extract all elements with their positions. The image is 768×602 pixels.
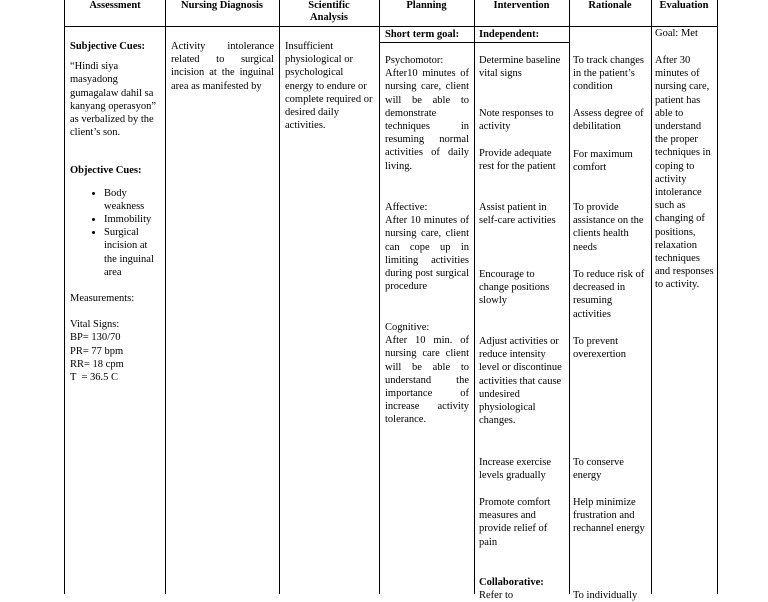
objective-cues-title: Objective Cues: [70,165,142,177]
subjective-cues-title: Subjective Cues: [70,41,145,52]
rationale-item-cut: To individually [573,590,638,601]
vital-sign: BP= 130/70 [70,332,121,344]
objective-cue-item: • Body weakness [104,187,158,213]
intervention-item: Note responses to activity [479,108,554,133]
vital-signs-title: Vital Signs: [70,319,120,331]
intervention-item: Increase exercise levels gradually [479,457,551,482]
subjective-cues-text: “Hindi siya masyadong gumagalaw dahil sa kanyang operasyon” as verbalized by the client’s son. [70,61,157,139]
intervention-item: Adjust activities or reduce intensity level or discontinue activities that cause undesired physiological changes. [479,336,562,427]
rationale-item: For maximum comfort [573,149,633,174]
intervention-item: Promote comfort measures and provide relief of pain [479,497,551,548]
rationale-item: Assess degree of debilitation [573,108,644,133]
measurements-label: Measurements: [70,293,135,305]
header-rationale: Rationale [588,0,632,11]
rationale-item: To prevent overexertion [573,336,627,361]
scientific-analysis-text: Insufficient physiological or psychological energy to endure or complete required or desired daily activities. [285,41,373,132]
header-intervention: Intervention [493,0,550,11]
intervention-item: Determine baseline vital signs [479,55,561,80]
header-planning: Planning [406,0,447,11]
header-evaluation: Evaluation [659,0,709,11]
header-nursing-diagnosis: Nursing Diagnosis [181,0,263,11]
header-assessment: Assessment [89,0,141,11]
intervention-item: Encourage to change positions slowly [479,269,550,307]
rationale-item: To reduce risk of decreased in resuming activities [573,269,645,320]
column-divider [651,0,652,594]
column-divider [474,0,475,594]
evaluation-text: After 30 minutes of nursing care, patient has able to understand the proper techniques in coping to activity intolerance such as changing of positions, relaxation techniques and responses to activity. [655,55,714,291]
assessment-cell [70,40,158,384]
vital-sign: RR= 18 cpm [70,358,124,370]
collaborative-title: Collaborative: [479,577,544,588]
intervention-item: Provide adequate rest for the patient [479,148,556,173]
psychomotor-goal: Psychomotor: After10 minutes of nursing care, client will be able to demonstrate techniques in resuming normal activities of daily living. [385,55,469,172]
header-divider [65,26,718,27]
cognitive-goal: Cognitive: After 10 min. of nursing care client will be able to understand the importance of increase activity tolerance. [385,322,469,426]
intervention-item: Assist patient in self-care activities [479,202,556,227]
column-divider [569,0,570,594]
objective-cue-item: • Surgical incision at the inguinal area [104,226,158,279]
evaluation-goal: Goal: Met [655,28,698,39]
vital-sign: PR= 77 bpm [70,345,124,357]
rationale-item: Help minimize frustration and rechannel energy [573,497,645,535]
vital-sign: T = 36.5 C [70,372,119,384]
independent-title: Independent: [479,29,540,40]
column-divider [717,0,718,594]
affective-goal: Affective: After 10 minutes of nursing care, client can cope up in limiting activities during post surgical procedure [385,202,469,293]
nursing-diagnosis-text: Activity intolerance related to surgical incision at the inguinal area as manifested by [171,41,274,92]
objective-cues-list [70,187,158,279]
column-divider [279,0,280,594]
objective-cue-item: • Immobility [104,213,158,226]
goal-row-divider [379,42,569,43]
header-scientific-analysis: Scientific Analysis [308,0,350,23]
short-term-goal-title: Short term goal: [385,29,460,40]
column-divider [379,0,380,594]
care-plan-table [64,0,718,601]
intervention-item-cut: Refer to [479,590,514,601]
column-divider [165,0,166,594]
rationale-item: To conserve energy [573,457,624,482]
rationale-item: To track changes in the patient’s condition [573,55,644,93]
rationale-item: To provide assistance on the clients health needs [573,202,644,253]
